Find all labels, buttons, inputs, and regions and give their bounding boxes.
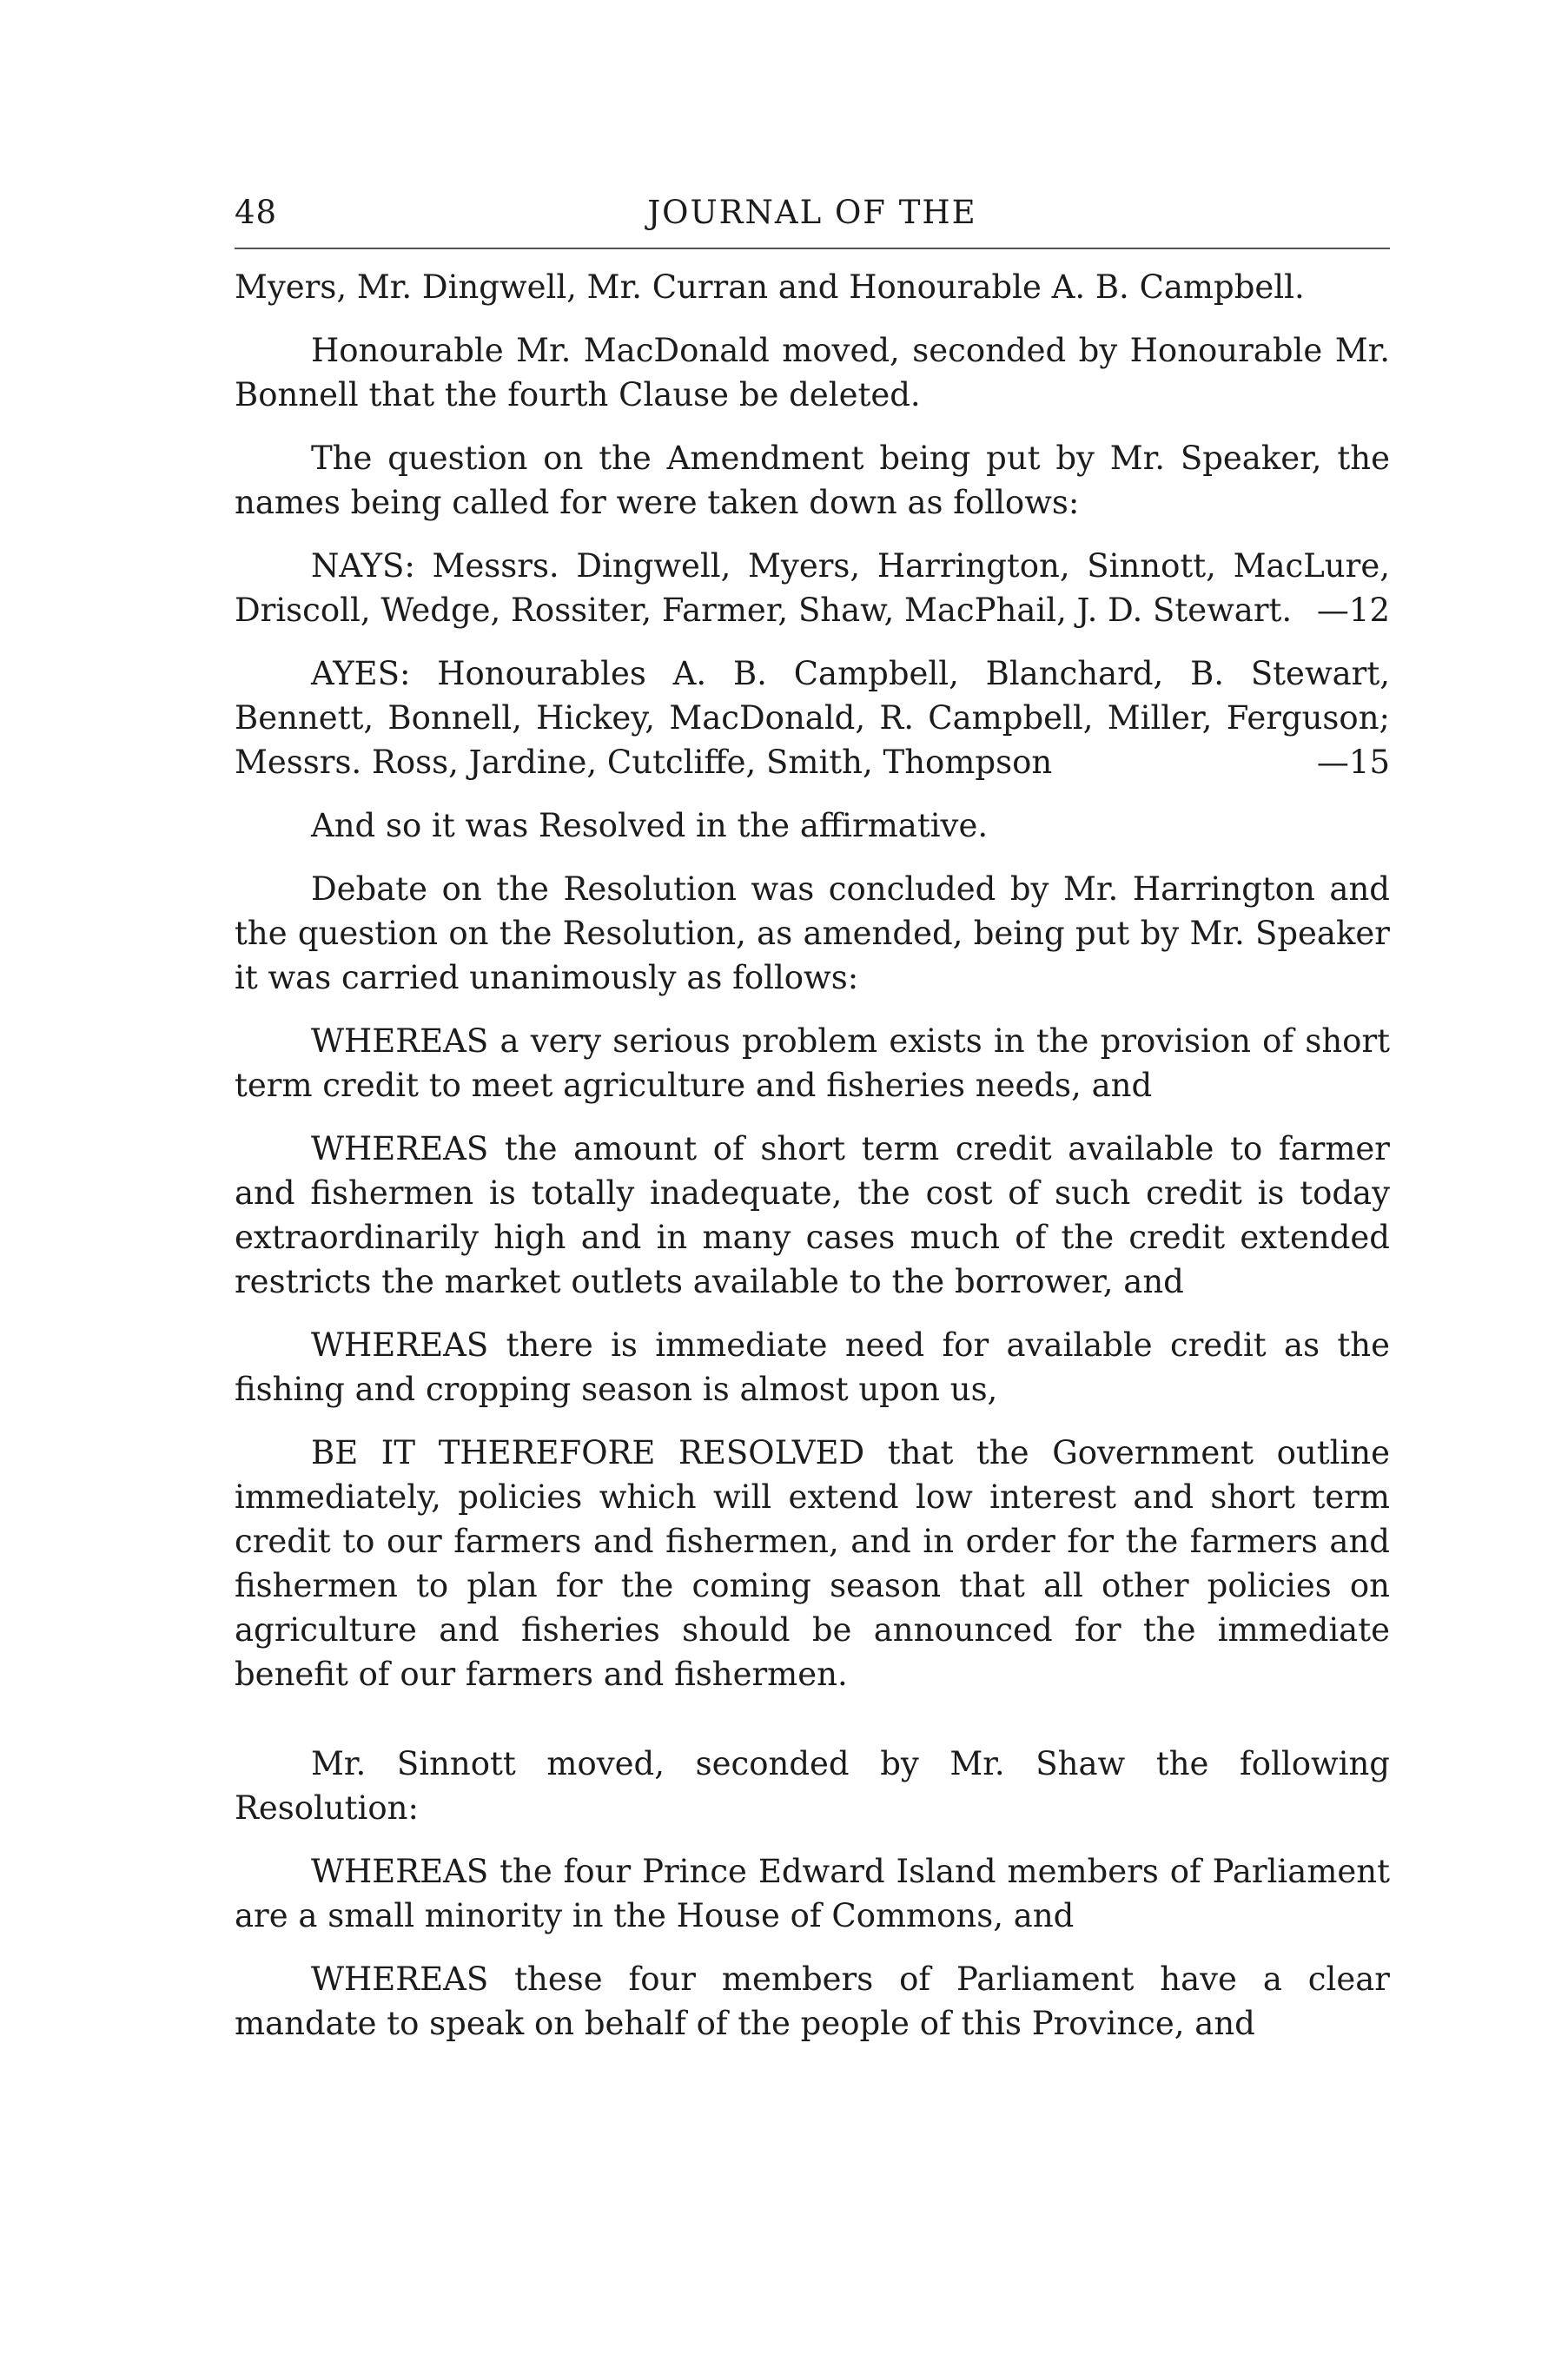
paragraph-new-motion: Mr. Sinnott moved, seconded by Mr. Shaw the following Resolution: [235,1745,1390,1827]
page-number: 48 [235,194,278,231]
paragraph-whereas-1: WHEREAS a very serious problem exists in the provision of short term credit to meet agriculture and fisheries needs, and [235,1022,1390,1104]
paragraph-continuation: Myers, Mr. Dingwell, Mr. Curran and Honourable A. B. Campbell. [235,268,1305,306]
ayes-text: AYES: Honourables A. B. Campbell, Blanchard, B. Stewart, Bennett, Bonnell, Hickey, MacDonald, R. Campbell, Miller, Ferguson; Messrs. Ross, Jardine, Cutcliffe, Smith, Thompson [235,655,1390,781]
ayes-count: —15 [1316,744,1390,781]
page-header [235,187,1390,239]
nays-record [235,544,1390,632]
paragraph-whereas-2: WHEREAS the amount of short term credit available to farmer and fishermen is totally inadequate, the cost of such credit is today extraordinarily high and in many cases much of the credit extended restricts the market outlets available to the borrower, and [235,1130,1390,1300]
paragraph-resolved: And so it was Resolved in the affirmative. [311,807,989,844]
paragraph-whereas-5: WHEREAS these four members of Parliament have a clear mandate to speak on behalf of the people of this Province, and [235,1960,1390,2042]
nays-text: NAYS: Messrs. Dingwell, Myers, Harrington, Sinnott, MacLure, Driscoll, Wedge, Rossiter, Farmer, Shaw, MacPhail, J. D. Stewart. [235,547,1390,629]
nays-count: —12 [1316,592,1390,629]
section-gap [235,1716,1390,1742]
running-title: JOURNAL OF THE [647,194,977,231]
paragraph-whereas-4: WHEREAS the four Prince Edward Island members of Parliament are a small minority in the House of Commons, and [235,1853,1390,1934]
header-rule [235,248,1390,249]
journal-page [235,187,1390,2065]
paragraph-question: The question on the Amendment being put by Mr. Speaker, the names being called for were taken down as follows: [235,440,1390,521]
paragraph-debate: Debate on the Resolution was concluded by Mr. Harrington and the question on the Resolution, as amended, being put by Mr. Speaker it was carried unanimously as follows: [235,870,1390,996]
paragraph-motion: Honourable Mr. MacDonald moved, seconded by Honourable Mr. Bonnell that the fourth Clause be deleted. [235,332,1390,413]
ayes-record [235,651,1390,784]
paragraph-whereas-3: WHEREAS there is immediate need for available credit as the fishing and cropping season is almost upon us, [235,1326,1390,1408]
paragraph-be-it-resolved: BE IT THEREFORE RESOLVED that the Government outline immediately, policies which will extend low interest and short term credit to our farmers and fishermen, and in order for the farmers and fishermen to plan for the coming season that all other policies on agriculture and fisheries should be announced for the immediate benefit of our farmers and fishermen. [235,1434,1390,1693]
journal-body [235,265,1390,2046]
